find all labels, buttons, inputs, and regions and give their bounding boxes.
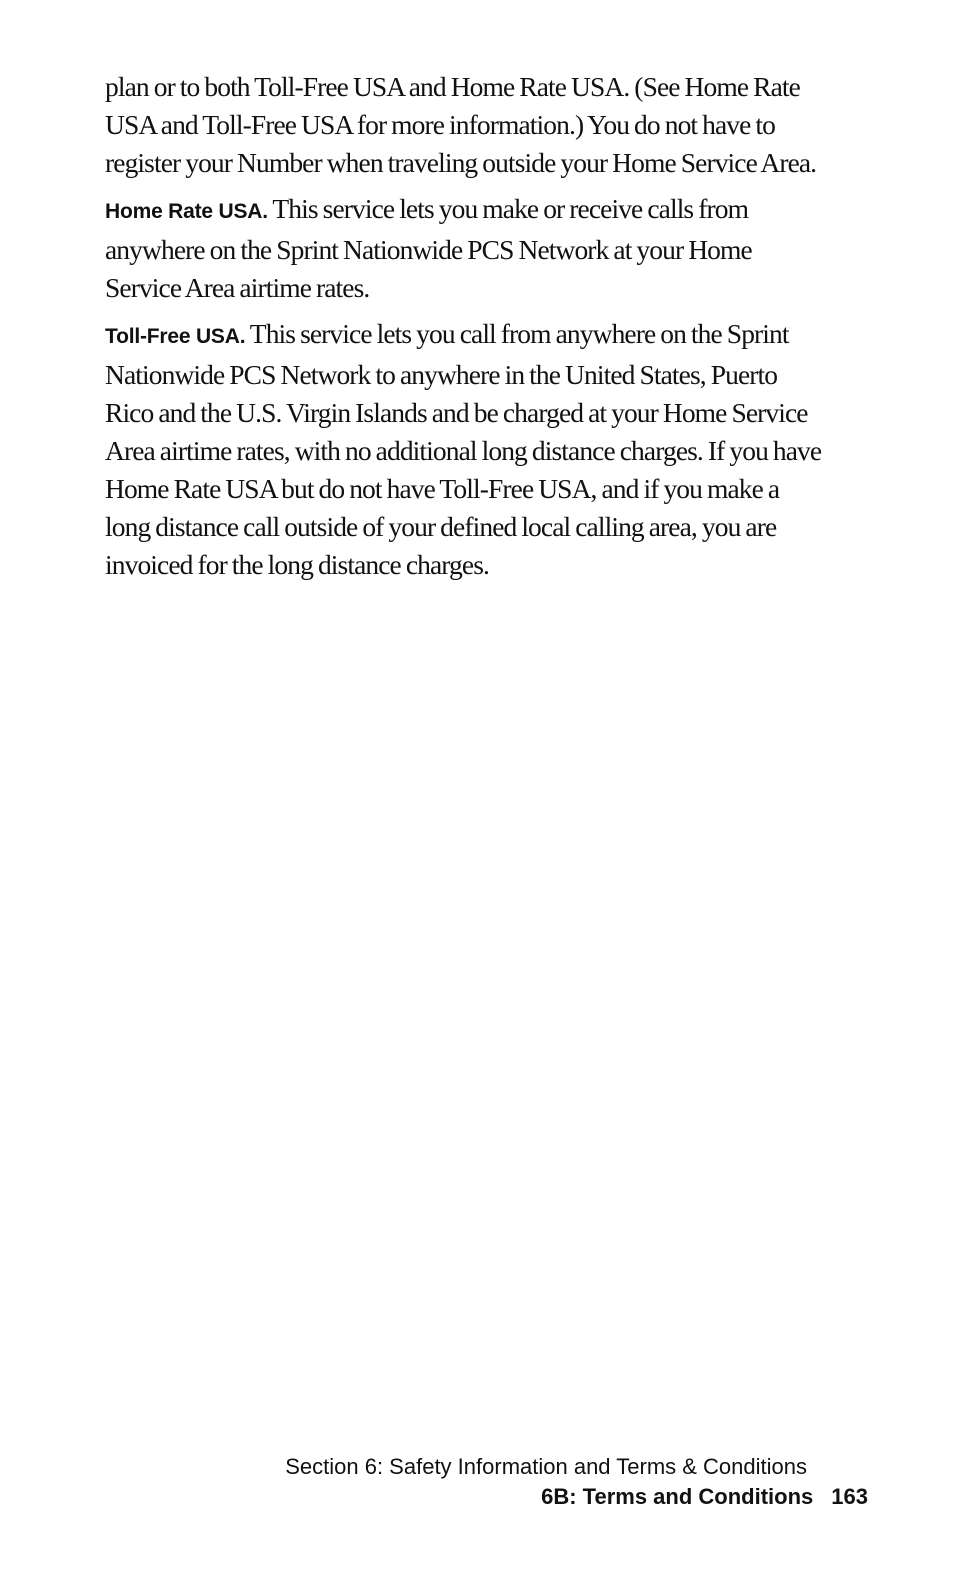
home-rate-usa-paragraph: [105, 190, 825, 307]
footer-chapter-line: [285, 1482, 868, 1512]
continued-paragraph: plan or to both Toll-Free USA and Home Rate USA. (See Home Rate USA and Toll-Free USA for more information.) You do not have to register your Number when traveling outside your Home Service Area.: [105, 71, 817, 178]
home-rate-usa-text: This service lets you make or receive calls from anywhere on the Sprint Nationwide PCS Network at your Home Service Area airtime rates.: [105, 193, 752, 303]
document-body: [105, 68, 825, 592]
page-number: 163: [831, 1484, 868, 1509]
toll-free-usa-term: Toll-Free USA.: [105, 325, 246, 348]
page-footer: [285, 1452, 868, 1512]
toll-free-usa-text: This service lets you call from anywhere on the Sprint Nationwide PCS Network to anywhere in the United States, Puerto Rico and the U.S. Virgin Islands and be charged at your Home Service Area airtime rates, with no additional long distance charges. If you have Home Rate USA but do not have Toll-Free USA, and if you make a long distance call outside of your defined local calling area, you are invoiced for the long distance charges.: [105, 318, 822, 580]
toll-free-usa-paragraph: [105, 315, 825, 584]
footer-section-title: Section 6: Safety Information and Terms & Conditions: [285, 1454, 807, 1479]
home-rate-usa-term: Home Rate USA.: [105, 200, 268, 223]
footer-chapter-title: 6B: Terms and Conditions: [541, 1484, 814, 1509]
